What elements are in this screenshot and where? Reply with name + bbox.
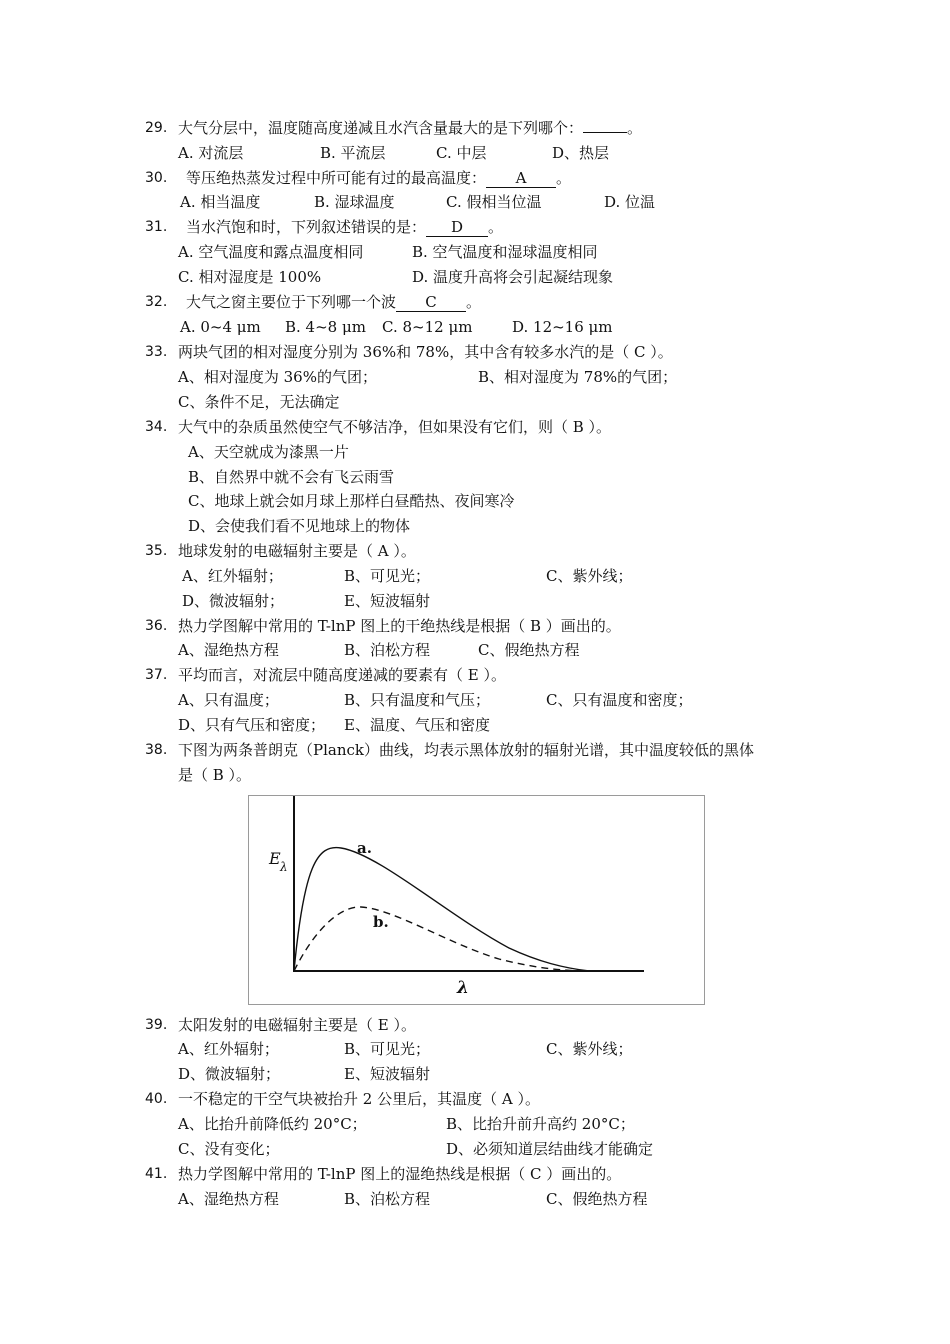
option-c: C. 中层 [436,144,487,162]
option-a: A. 0~4 μm [180,318,261,336]
option-d: D. 温度升高将会引起凝结现象 [412,268,614,286]
curve-a-label: a. [357,839,372,857]
question-number: 38. [145,742,168,758]
answer-blank: A [486,169,556,188]
option-b: B、比抬升前升高约 20°C； [446,1115,635,1133]
planck-curve-figure [248,795,705,1005]
question-stem: 太阳发射的电磁辐射主要是（ E ）。 [178,1016,416,1034]
option-b: B. 湿球温度 [314,193,395,211]
option-a: A、红外辐射； [178,1040,279,1058]
question-number: 32. [145,294,168,310]
question-stem: 平均而言，对流层中随高度递减的要素有（ E ）。 [178,666,506,684]
curve-a [294,848,589,971]
question-stem: 热力学图解中常用的 T-lnP 图上的干绝热线是根据（ B ）画出的。 [178,617,621,635]
option-d: D. 位温 [604,193,656,211]
option-b: B、泊松方程 [344,641,431,659]
option-a: A、湿绝热方程 [178,1190,279,1208]
question-number: 31. [145,219,168,235]
question-number: 39. [145,1017,168,1033]
option-d: D、必须知道层结曲线才能确定 [446,1140,654,1158]
option-d: D. 12~16 μm [512,318,613,336]
option-c: C、只有温度和密度； [546,691,693,709]
x-axis-label: λ [457,978,469,998]
option-c: C、假绝热方程 [546,1190,648,1208]
curve-b-label: b. [373,913,389,931]
option-a: A、天空就成为漆黑一片 [188,443,349,461]
answer-blank: C [396,293,466,312]
option-b: B、可见光； [344,567,431,585]
option-b: B、可见光； [344,1040,431,1058]
option-a: A、相对湿度为 36%的气团； [178,368,377,386]
question-stem-continued: 是（ B ）。 [178,766,252,784]
question-number: 34. [145,419,168,435]
planck-curve-svg [249,796,704,1004]
option-d: D、微波辐射； [182,592,285,610]
option-c: C、地球上就会如月球上那样白昼酷热、夜间寒冷 [188,492,515,510]
question-stem: 一不稳定的干空气块被抬升 2 公里后，其温度（ A ）。 [178,1090,540,1108]
question-number: 29. [145,120,168,136]
option-c: C. 相对湿度是 100% [178,268,322,286]
document-page: 29. 大气分层中，温度随高度递减且水汽含量最大的是下列哪个： 。 A. 对流层 B. 平流层 C. 中层 D、热层 30. 等压绝热蒸发过程中所可能有过的最高温度： A 。 A. 相当温度 B. 湿球温度 C. 假相当位温 D. 位温 31. 当水汽饱和时，下列叙述错误的是： D 。 A. 空气温度和露点温度相同 B. 空气温度和湿球温度相同 C. 相对湿度是 100% D. 温度升高将会引起凝结现象 32. 大气之窗主要位于下列哪一个波 C 。 A. 0~4 μm B. 4~8 μm C. 8~12 μm D. 12~16 μm 33. 两块气团的相对湿度分别为 36%和 78%，其中含有较多水汽的是（ C ）。 A、相对湿度为 36%的气团； B、相对湿度为 78%的气团； C、条件不足，无法确定 34. 大气中的杂质虽然使空气不够洁净，但如果没有它们，则（ B ）。 A、天空就成为漆黑一片 B、自然界中就不会有飞云雨雪 C、地球上就会如月球上那样白昼酷热、夜间寒冷 D、会使我们看不见地球上的物体 35. 地球发射的电磁辐射主要是（ A ）。 A、红外辐射； B、可见光； C、紫外线； D、微波辐射； E、短波辐射 36. 热力学图解中常用的 T-lnP 图上的干绝热线是根据（ B ）画出的。 A、湿绝热方程 B、泊松方程 C、假绝热方程 37. 平均而言，对流层中随高度递减的要素有（ E ）。 A、只有温度； B、只有温度和气压； C、只有温度和密度； D、只有气压和密度； E、温度、气压和密度 38. 下图为两条普朗克（Planck）曲线，均表示黑体放射的辐射光谱，其中温度较低的黑体 是（ B ）。 E λ a. b. λ 39. 太阳发射的电磁辐射主要是（ E ）。 A、红外辐射； B、可见光； C、紫外线； D、微波辐射； E、短波辐射 40. 一不稳定的干空气块被抬升 2 公里后，其温度（ A ）。 A、比抬升前降低约 20°C； B、比抬升前升高约 20°C； C、没有变化； D、必须知道层结曲线才能确定 41. 热力学图解中常用的 T-lnP 图上的湿绝热线是根据（ C ）画出的。 A、湿绝热方程 B、泊松方程 C、假绝热方程 [0,0,950,1344]
question-stem: 当水汽饱和时，下列叙述错误的是： [186,218,427,236]
y-axis-label-subscript: λ [280,860,288,874]
option-e: E、温度、气压和密度 [344,716,490,734]
question-stem: 热力学图解中常用的 T-lnP 图上的湿绝热线是根据（ C ）画出的。 [178,1165,622,1183]
option-d: D、只有气压和密度； [178,716,326,734]
option-b: B. 空气温度和湿球温度相同 [412,243,598,261]
option-c: C、没有变化； [178,1140,280,1158]
y-axis-label: E [269,849,281,868]
option-a: A. 相当温度 [180,193,261,211]
question-number: 41. [145,1166,168,1182]
option-c: C、紫外线； [546,567,633,585]
option-a: A、比抬升前降低约 20°C； [178,1115,367,1133]
option-c: C. 假相当位温 [446,193,542,211]
question-stem: 大气分层中，温度随高度递减且水汽含量最大的是下列哪个： [178,119,584,137]
option-d: D、微波辐射； [178,1065,281,1083]
answer-blank [583,132,627,133]
option-c: C. 8~12 μm [382,318,473,336]
option-b: B. 4~8 μm [285,318,366,336]
option-a: A、红外辐射； [182,567,283,585]
option-b: B、自然界中就不会有飞云雨雪 [188,468,395,486]
option-a: A、湿绝热方程 [178,641,279,659]
option-d: D、会使我们看不见地球上的物体 [188,517,411,535]
question-number: 30. [145,170,168,186]
option-b: B、泊松方程 [344,1190,431,1208]
option-a: A、只有温度； [178,691,279,709]
question-number: 37. [145,667,168,683]
question-stem: 两块气团的相对湿度分别为 36%和 78%，其中含有较多水汽的是（ C ）。 [178,343,673,361]
option-e: E、短波辐射 [344,1065,430,1083]
question-number: 36. [145,618,168,634]
question-stem: 大气中的杂质虽然使空气不够洁净，但如果没有它们，则（ B ）。 [178,418,612,436]
option-a: A. 对流层 [178,144,244,162]
question-number: 40. [145,1091,168,1107]
option-c: C、条件不足，无法确定 [178,393,340,411]
option-b: B、相对湿度为 78%的气团； [478,368,678,386]
option-b: B. 平流层 [320,144,386,162]
option-c: C、假绝热方程 [478,641,580,659]
option-a: A. 空气温度和露点温度相同 [178,243,364,261]
question-stem: 下图为两条普朗克（Planck）曲线，均表示黑体放射的辐射光谱，其中温度较低的黑体 [178,741,754,759]
answer-blank: D [426,218,488,237]
option-b: B、只有温度和气压； [344,691,491,709]
question-stem: 大气之窗主要位于下列哪一个波 [186,293,397,311]
question-stem: 等压绝热蒸发过程中所可能有过的最高温度： [186,169,487,187]
question-number: 35. [145,543,168,559]
question-stem: 地球发射的电磁辐射主要是（ A ）。 [178,542,416,560]
question-number: 33. [145,344,168,360]
option-e: E、短波辐射 [344,592,430,610]
option-d: D、热层 [552,144,610,162]
option-c: C、紫外线； [546,1040,633,1058]
